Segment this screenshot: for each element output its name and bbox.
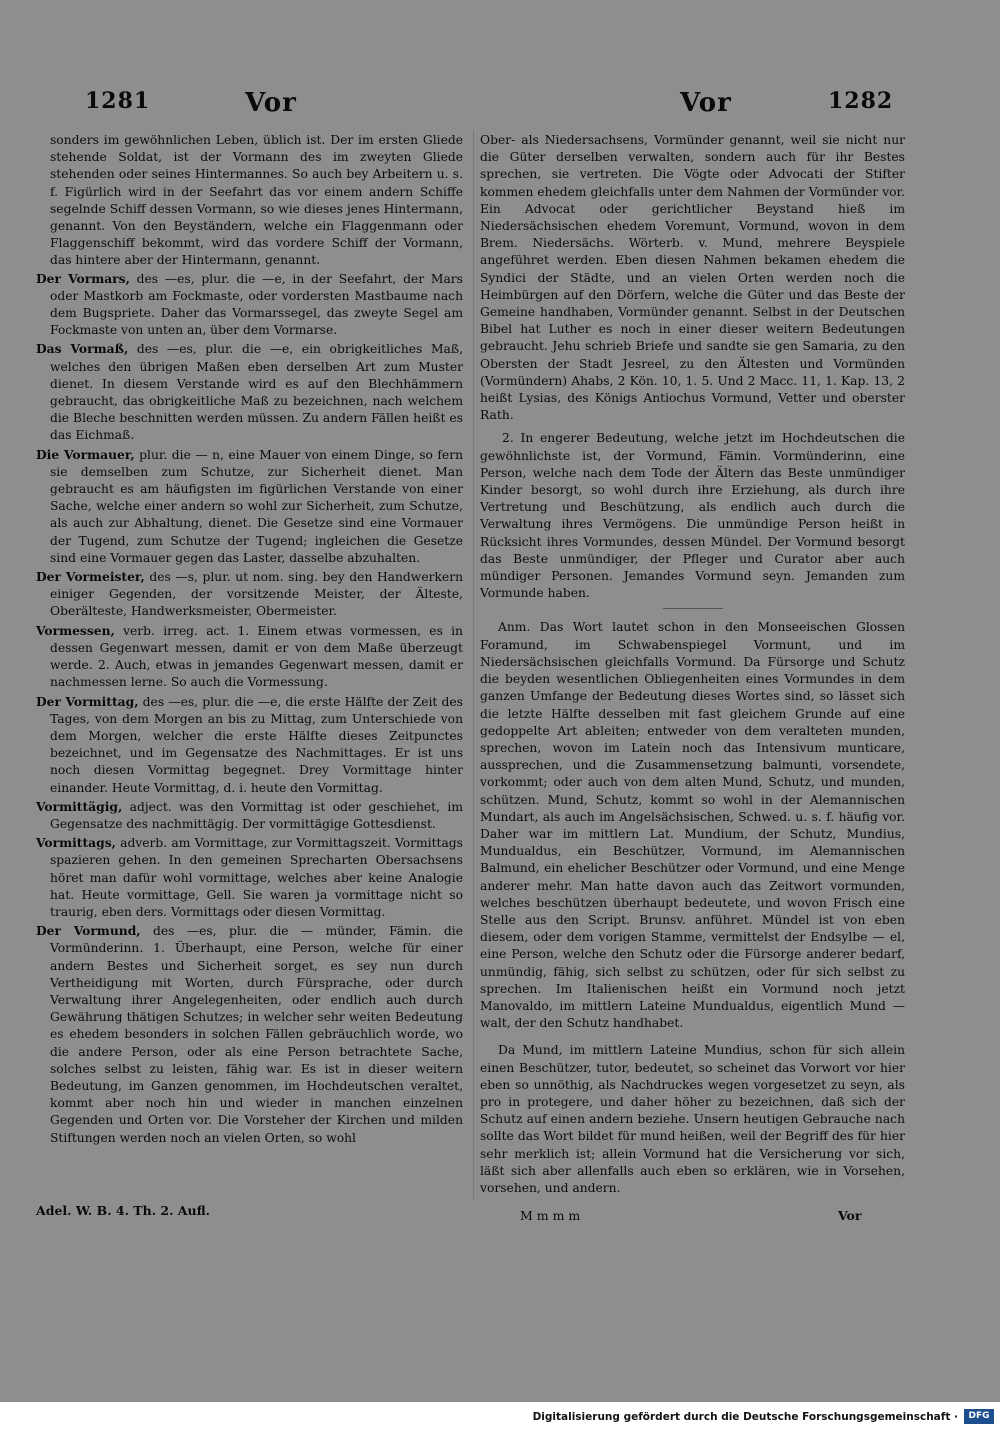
dictionary-entry [36, 270, 463, 340]
dictionary-entry [36, 446, 463, 567]
continuation-text: Ober- als Niedersachsens, Vormünder genannt, weil sie nicht nur die Güter derselben verwalten, sondern auch für ihr Bestes sprechen, sie vertreten. Die Vögte oder Advocati der Stifter kommen ehedem gleichfalls unter dem Nahmen der Vormünder vor. Ein Advocat oder gerichtlicher Beystand hieß im Niedersächsischen ehedem Voremunt, Vormund, wovon in dem Brem. Niedersächs. Wörterb. v. Mund, mehrere Beyspiele angeführet werden. Eben diesen Nahmen bekamen ehedem die Syndici der Städte, und an vielen Orten werden noch die Heimbürgen auf den Dörfern, welche die Güter und das Beste der Gemeine handhaben, Vormünder genannt. Selbst in der Deutschen Bibel hat Luther es noch in einer dieser weitern Bedeutungen gebraucht. Jehu schrieb Briefe und sandte sie gen Samaria, zu den Obersten der Stadt Jesreel, zu den Ältesten und Vormünden (Vormündern) Ahabs, 2 Kön. 10, 1. 5. Und 2 Macc. 11, 1. Kap. 13, 2 heißt Lysias, des Königs Antiochus Vormund, Vetter und oberster Rath. [480, 133, 905, 423]
dictionary-entry [36, 922, 463, 1147]
continuation-text: sonders im gewöhnlichen Leben, üblich ist. Der im ersten Gliede stehende Soldat, ist der Vormann des im zweyten Gliede stehenden oder seines Hintermannes. So auch bey Arbeitern u. s. f. Figürlich wird in der Seefahrt das vor einem andern Schiffe segelnde Schiff dessen Vormann, so wie dieses jenes Hintermann, genannt. Von den Beyständern, welche ein Flaggenmann oder Flaggenschiff bekommt, wird das vordere Schiff der Vormann, das hintere aber der Hintermann, genannt. [50, 133, 463, 268]
entry-text: adverb. am Vormittage, zur Vormittagszeit. Vormittags spazieren gehen. In den gemeinen Sprecharten Obersachsens höret man dafür wohl vormittage, welches aber keine Analogie hat. Heute vormittage, Gell. Sie waren ja vormittage nicht so traurig, eben ders. Vormittags oder diesen Vormittag. [50, 836, 463, 919]
dfg-logo: DFG [964, 1409, 994, 1424]
catchword: Vor [838, 1208, 862, 1223]
entry-text: des —s, plur. ut nom. sing. bey den Handwerkern einiger Gegenden, der vorsitzende Meister, der Älteste, Oberälteste, Handwerksmeister, Obermeister. [50, 570, 464, 619]
entry-headword: Das Vormaß, [36, 341, 129, 357]
dictionary-entry [36, 834, 463, 921]
dictionary-entry [36, 568, 463, 621]
dictionary-entry [36, 340, 463, 444]
funding-banner [0, 1402, 1000, 1432]
running-head-left: Vor [245, 88, 297, 118]
annotation-paragraph: Anm. Das Wort lautet schon in den Monseeischen Glossen Foramund, im Schwabenspiegel Vormunt, und im Niedersächsischen gleichfalls Vormund. Da Fürsorge und Schutz die beyden wesentlichen Obliegenheiten eines Vormundes in dem ganzen Umfange der Bedeutung dieses Wortes sind, so lässet sich die letzte Hälfte desselben mit fast gleichem Grunde auf eine gedoppelte Art ableiten; entweder von dem veralteten munden, sprechen, wovon im Latein noch das Intensivum munticare, aussprechen, und die Zusammensetzung balmunti, vorsendete, vorkommt; oder auch von dem alten Mund, Schutz, und munden, schützen. Mund, Schutz, kommt so wohl in der Alemannischen Mundart, als auch im Angelsächsischen, Schwed. u. s. f. häufig vor. Daher war im mittlern Lat. Mundium, der Schutz, Mundius, Mundualdus, ein Beschützer, Vormund, im Alemannischen Balmund, ein ehelicher Beschützer oder Vormund, und eine Menge anderer mehr. Man hatte davon auch das Zeitwort vormunden, welches beschützen überhaupt bedeutete, und wovon Frisch eine Stelle aus den Script. Brunsv. anführet. Mündel ist von eben diesem, oder dem vorigen Stamme, vermittelst der Endsylbe — el, eine Person, welche den Schutz oder die Fürsorge anderer bedarf, unmündig, fähig, sich selbst zu schützen, oder für sich selbst zu sprechen. Im Italienischen heißt ein Vormund noch jetzt Manovaldo, im mittlern Lateine Mundualdus, eigentlich Mund — walt, der den Schutz handhabet. [480, 620, 905, 1031]
right-column [480, 132, 905, 1197]
column-divider [473, 130, 474, 1200]
left-column [36, 132, 463, 1148]
entry-text: des —es, plur. die — münder, Fämin. die Vormünderinn. 1. Überhaupt, eine Person, welche für einer andern Bestes und Sicherheit sorget, es sey nun durch Vertheidigung mit Worten, durch Fürsprache, oder durch Verwaltung ihrer Angelegenheiten, oder endlich auch durch Gewährung thätigen Schutzes; in welcher sehr weiten Bedeutung es ehedem besonders in solchen Fällen gebräuchlich worde, wo die andere Person, oder als eine Person betrachtete Sache, solches selbst zu leisten, fähig war. Es ist in dieser weitern Bedeutung, im Ganzen genommen, im Hochdeutschen veraltet, kommt aber noch hin und wieder in manchen einzelnen Gegenden und Orten vor. Die Vorsteher der Kirchen und milden Stiftungen werden noch an vielen Orten, so wohl [50, 924, 463, 1145]
entry-text: verb. irreg. act. 1. Einem etwas vormessen, es in dessen Gegenwart messen, damit er von dem Maße überzeugt werde. 2. Auch, etwas in jemandes Gegenwart messen, damit er nachmessen lerne. So auch die Vormessung. [50, 623, 463, 690]
entry-text: des —es, plur. die —e, ein obrigkeitliches Maß, welches den übrigen Maßen eben derselben Art zum Muster dienet. In diesem Verstande wird es auf den Blechhämmern gebraucht, das obrigkeitliche Maß zu bezeichnen, nach welchem die Bleche beschnitten werden müssen. Zu andern Fällen heißt es das Eichmaß. [50, 342, 464, 443]
section-rule [663, 608, 723, 609]
entry-headword: Vormittags, [36, 835, 116, 851]
page-number-left: 1281 [85, 88, 151, 114]
dictionary-entry [36, 798, 463, 833]
funding-text: Digitalisierung gefördert durch die Deutsche Forschungsgemeinschaft · [532, 1411, 958, 1423]
entry-text: plur. die — n, eine Mauer von einem Dinge, so fern sie demselben zum Schutze, zur Sicherheit dienet. Man gebraucht es am häufigsten im figürlichen Verstande von einer Sache, welche einer andern so wohl zur Sicherheit, zum Schutze, als auch zur Abhaltung, dienet. Die Gesetze sind eine Vormauer der Tugend, zum Schutze der Tugend; ingleichen die Gesetze sind eine Vormauer gegen das Laster, dasselbe abzuhalten. [50, 447, 464, 565]
entry-text: des —es, plur. die —e, in der Seefahrt, der Mars oder Mastkorb am Fockmaste, oder vordersten Mastbaume nach dem Bugspriete. Daher das Vormarssegel, das zweyte Segel am Fockmaste von unten an, über dem Vormarse. [50, 271, 463, 338]
entry-headword: Vormessen, [36, 622, 115, 638]
entry-headword: Vormittägig, [36, 798, 123, 814]
sense-paragraph: 2. In engerer Bedeutung, welche jetzt im Hochdeutschen die gewöhnlichste ist, der Vormund, Fämin. Vormünderinn, eine Person, welche nach dem Tode der Ältern das Beste unmündiger Kinder besorgt, so wohl durch ihre Erziehung, als durch ihre Vertretung und Beschützung, als endlich auch durch die Verwaltung ihres Vermögens. Die unmündige Person heißt in Rücksicht ihres Vormundes, dessen Mündel. Der Vormund besorgt das Beste unmündiger, der Pfleger und Curator aber auch mündiger Personen. Jemandes Vormund seyn. Jemanden zum Vormunde haben. [480, 431, 905, 601]
entry-headword: Der Vormeister, [36, 569, 145, 585]
page-number-right: 1282 [828, 88, 894, 114]
edition-line: Adel. W. B. 4. Th. 2. Aufl. [36, 1203, 211, 1218]
entry-headword: Die Vormauer, [36, 446, 135, 462]
entry-text: adject. was den Vormittag ist oder geschiehet, im Gegensatze des nachmittägig. Der vormittägige Gottesdienst. [50, 799, 463, 831]
entry-headword: Der Vormars, [36, 270, 130, 286]
dictionary-entry [36, 693, 463, 797]
entry-headword: Der Vormittag, [36, 693, 139, 709]
entry-headword: Der Vormund, [36, 923, 141, 939]
annotation-paragraph: Da Mund, im mittlern Lateine Mundius, schon für sich allein einen Beschützer, tutor, bedeutet, so scheinet das Vorwort vor hier eben so unnöthig, als Nachdruckes wegen vorgesetzet zu seyn, als pro in protegere, und daher höher zu bezeichnen, daß sich der Schutz auf einen andern beziehe. Unsern heutigen Gebrauche nach sollte das Wort bildet für mund heißen, weil der Begriff des für hier sehr merklich ist; allein Vormund hat die Versicherung vor sich, läßt sich aber allenfalls auch eben so erklären, wie in Vorsehen, vorsehen, und andern. [480, 1043, 905, 1195]
dictionary-entry [36, 622, 463, 692]
running-head-right: Vor [680, 88, 732, 118]
entry-text: des —es, plur. die —e, die erste Hälfte der Zeit des Tages, von dem Morgen an bis zu Mittag, zum Unterschiede von dem Morgen, welcher die erste Hälfte dieses Zeitpunctes bezeichnet, und im Gegensatze des Nachmittages. Er ist uns noch diesen Vormittag begegnet. Drey Vormittage hinter einander. Heute Vormittag, d. i. heute den Vormittag. [50, 694, 463, 795]
signature-mark: M m m m [520, 1208, 581, 1223]
